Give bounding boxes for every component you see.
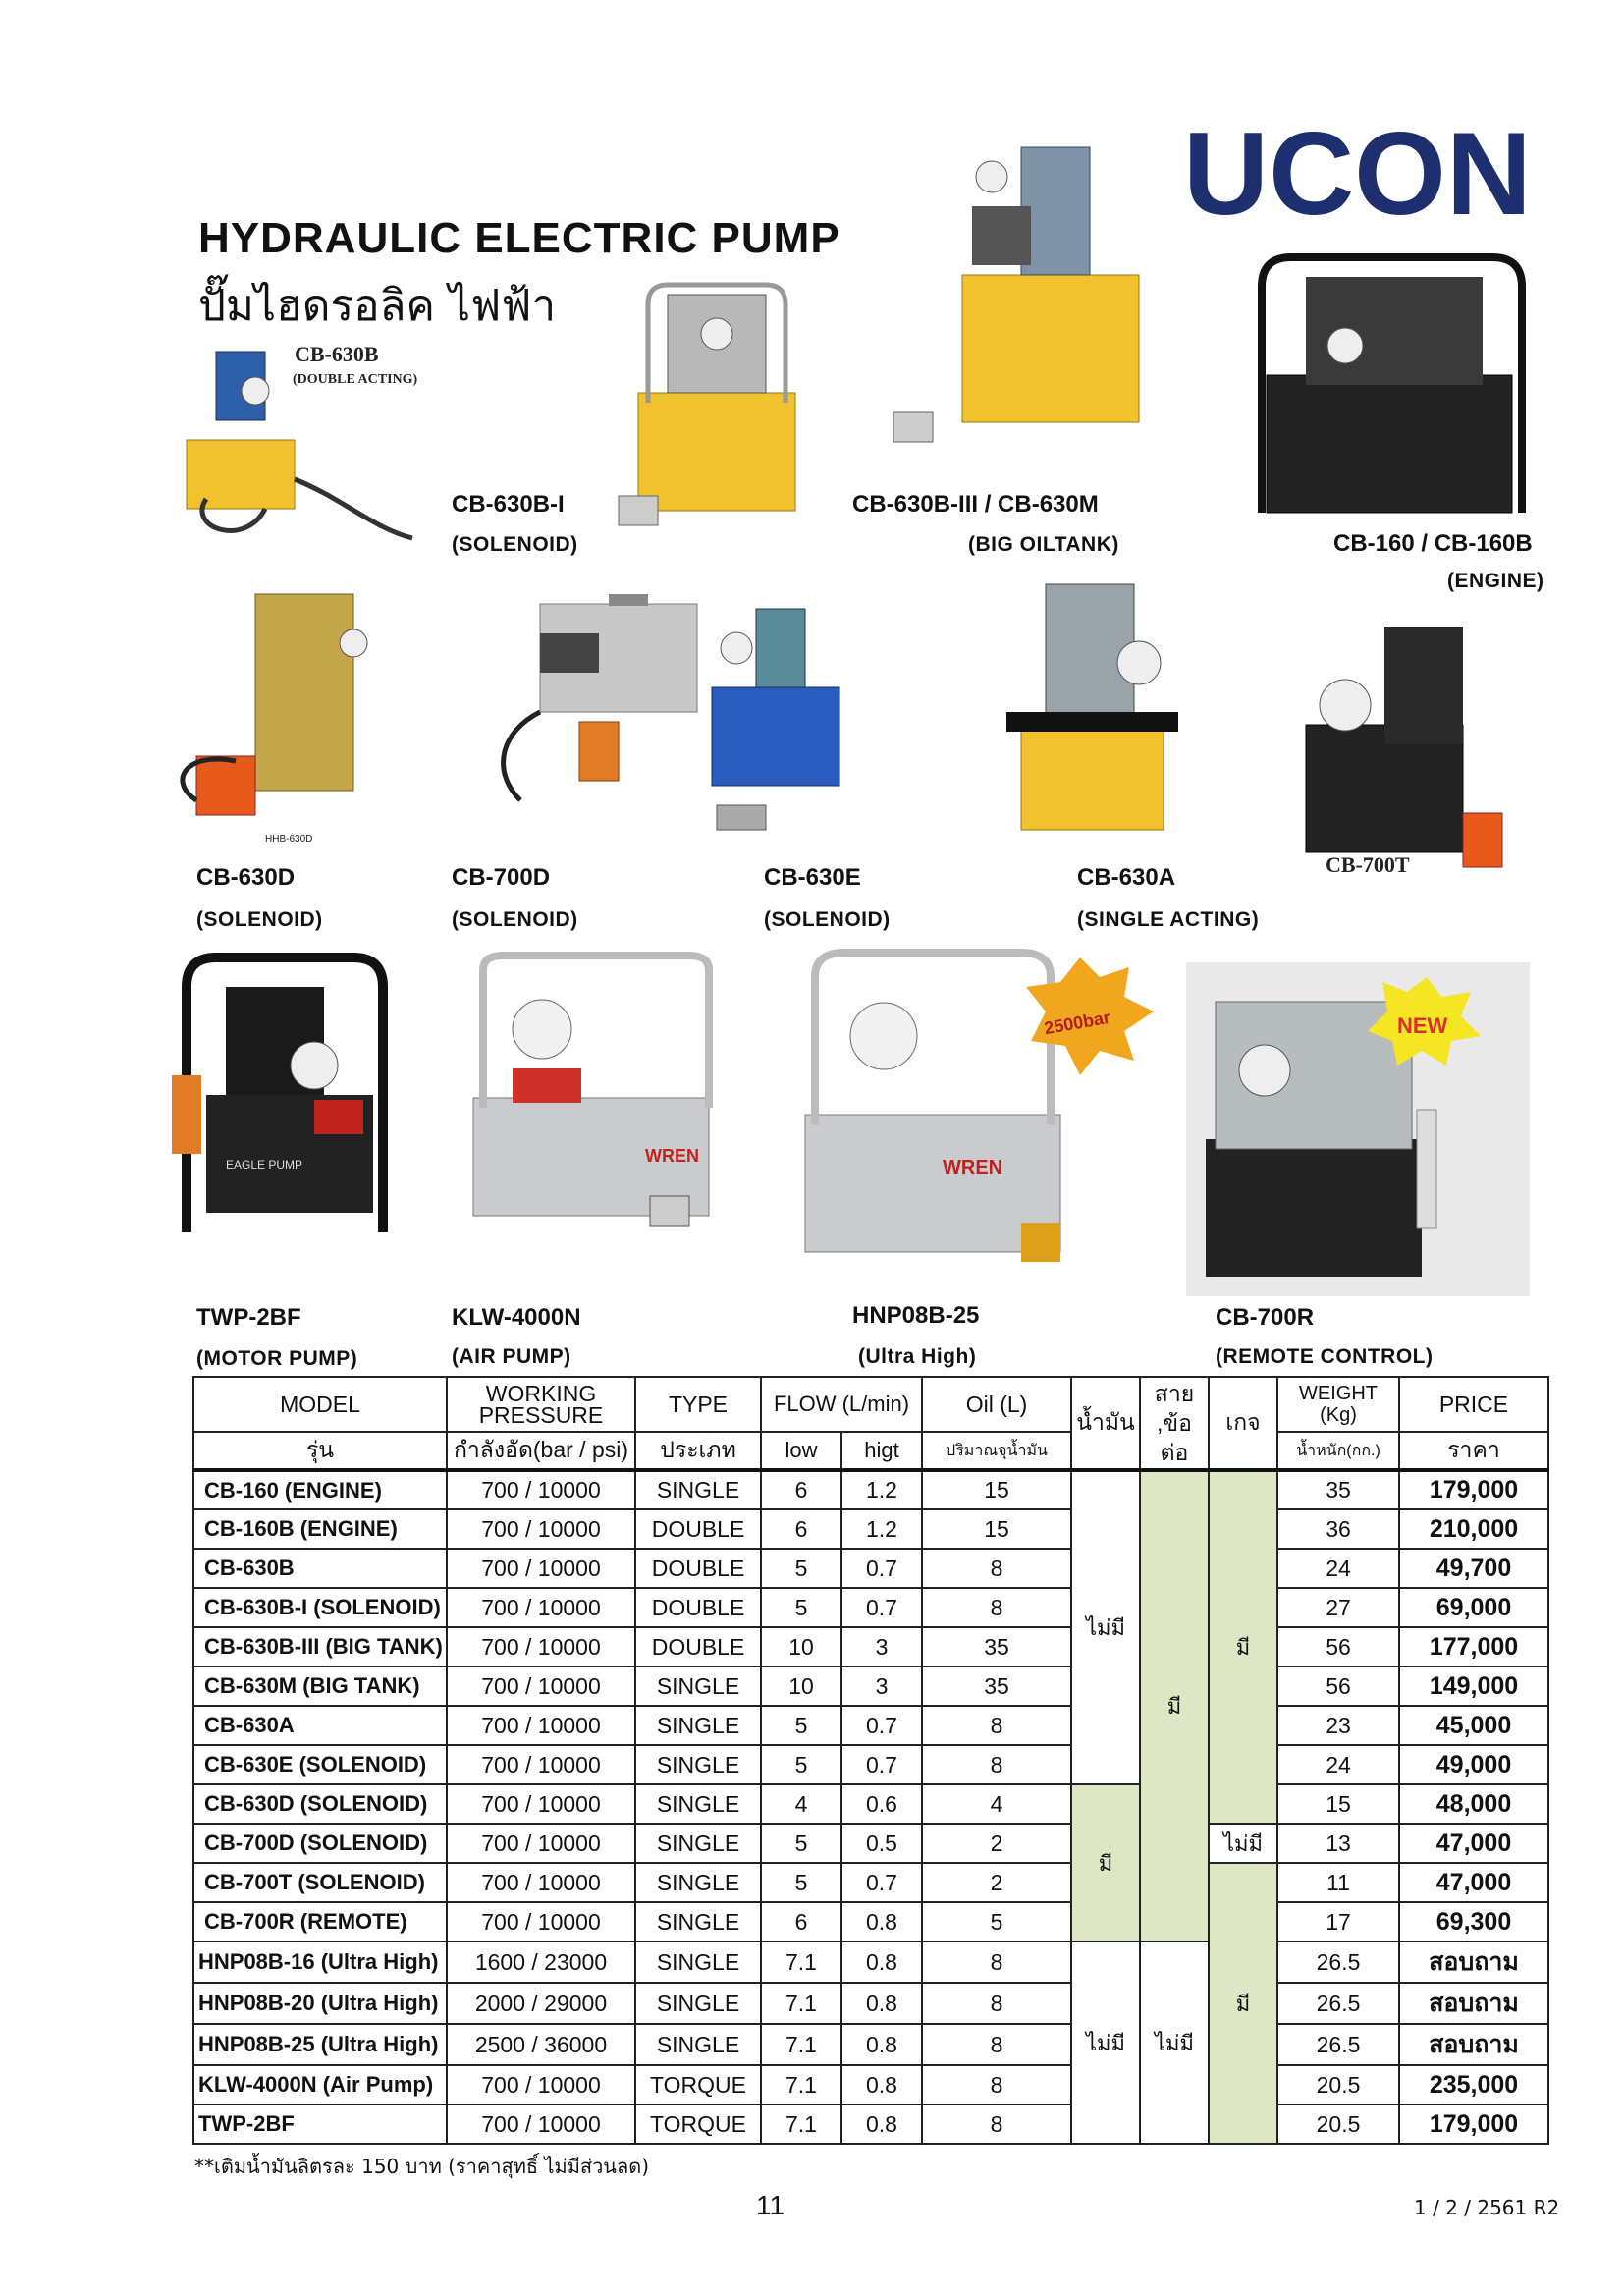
cell-pressure: 700 / 10000 <box>447 2105 635 2144</box>
header-oil-fill: น้ำมัน <box>1071 1377 1140 1470</box>
cell-type: TORQUE <box>635 2105 761 2144</box>
cell-low: 4 <box>761 1784 841 1824</box>
table-row <box>193 1902 1548 1941</box>
cell-price: 235,000 <box>1399 2065 1548 2105</box>
header-type-th: ประเภท <box>635 1432 761 1470</box>
cell-weight: 24 <box>1277 1549 1399 1588</box>
caption-note: (ENGINE) <box>1447 570 1544 592</box>
cell-oil: 15 <box>922 1470 1071 1509</box>
caption-note: (BIG OILTANK) <box>968 533 1119 556</box>
header-model: MODEL <box>193 1377 447 1432</box>
ucon-logo <box>1183 116 1537 234</box>
cell-pressure: 700 / 10000 <box>447 1745 635 1784</box>
cell-oil: 4 <box>922 1784 1071 1824</box>
cell-model: TWP-2BF <box>193 2105 447 2144</box>
cell-price: 47,000 <box>1399 1863 1548 1902</box>
svg-text:2500bar: 2500bar <box>1042 1007 1112 1039</box>
cell-price: 177,000 <box>1399 1627 1548 1667</box>
header-flow-low: low <box>761 1432 841 1470</box>
logo-text: UCON <box>1183 116 1532 234</box>
cell-oil: 8 <box>922 1549 1071 1588</box>
cell-oil: 8 <box>922 1588 1071 1627</box>
header-pressure-th: กำลังอัด(bar / psi) <box>447 1432 635 1470</box>
cell-high: 0.6 <box>841 1784 922 1824</box>
cell-pressure: 700 / 10000 <box>447 1509 635 1549</box>
header-flow: FLOW (L/min) <box>761 1377 922 1432</box>
cell-type: SINGLE <box>635 1902 761 1941</box>
cell-type: DOUBLE <box>635 1509 761 1549</box>
cell-model: CB-630B-I (SOLENOID) <box>193 1588 447 1627</box>
cell-high: 3 <box>841 1667 922 1706</box>
cell-pressure: 700 / 10000 <box>447 1588 635 1627</box>
cell-oil: 8 <box>922 2105 1071 2144</box>
header-weight-th: น้ำหนัก(กก.) <box>1277 1432 1399 1470</box>
table-row <box>193 1470 1548 1509</box>
cell-weight: 23 <box>1277 1706 1399 1745</box>
cell-high: 0.8 <box>841 1983 922 2024</box>
caption-model: CB-700R <box>1216 1304 1315 1331</box>
cell-type: SINGLE <box>635 1941 761 1983</box>
cell-oil: 35 <box>922 1667 1071 1706</box>
cell-type: SINGLE <box>635 1667 761 1706</box>
cell-low: 5 <box>761 1824 841 1863</box>
cell-model: CB-630A <box>193 1706 447 1745</box>
caption-note: (SOLENOID) <box>452 908 578 931</box>
cell-weight: 26.5 <box>1277 1983 1399 2024</box>
cell-low: 5 <box>761 1706 841 1745</box>
cell-pressure: 700 / 10000 <box>447 1863 635 1902</box>
cell-high: 0.8 <box>841 1941 922 1983</box>
cell-price: 179,000 <box>1399 2105 1548 2144</box>
cell-low: 7.1 <box>761 2065 841 2105</box>
cell-price: 179,000 <box>1399 1470 1548 1509</box>
cell-price: 49,700 <box>1399 1549 1548 1588</box>
cell-price: 48,000 <box>1399 1784 1548 1824</box>
cell-type: SINGLE <box>635 1863 761 1902</box>
product-photo-cb-700r <box>1186 962 1530 1296</box>
table-row <box>193 1863 1548 1902</box>
cell-gauge: มี <box>1209 1863 1277 2144</box>
page-title: HYDRAULIC ELECTRIC PUMP <box>198 214 840 262</box>
caption-model: TWP-2BF <box>196 1304 301 1331</box>
cell-pressure: 700 / 10000 <box>447 1706 635 1745</box>
svg-text:(DOUBLE ACTING): (DOUBLE ACTING) <box>293 372 418 387</box>
cell-model: CB-630B-III (BIG TANK) <box>193 1627 447 1667</box>
table-row <box>193 1549 1548 1588</box>
cell-model: CB-630E (SOLENOID) <box>193 1745 447 1784</box>
product-photo-cb-630b-i <box>599 275 825 535</box>
cell-low: 5 <box>761 1549 841 1588</box>
cell-price: 45,000 <box>1399 1706 1548 1745</box>
cell-low: 6 <box>761 1902 841 1941</box>
cell-low: 10 <box>761 1667 841 1706</box>
svg-text:WREN: WREN <box>943 1157 1003 1178</box>
cell-low: 7.1 <box>761 1983 841 2024</box>
cell-low: 7.1 <box>761 2105 841 2144</box>
caption-model: CB-160 / CB-160B <box>1333 530 1533 557</box>
cell-oil: 15 <box>922 1509 1071 1549</box>
cell-oil-fill: ไม่มี <box>1071 1941 1140 2144</box>
caption-note: (REMOTE CONTROL) <box>1216 1345 1434 1368</box>
header-model-th: รุ่น <box>193 1432 447 1470</box>
cell-weight: 24 <box>1277 1745 1399 1784</box>
cell-pressure: 700 / 10000 <box>447 1627 635 1667</box>
svg-text:HHB-630D: HHB-630D <box>265 834 313 845</box>
product-photo-cb-700d <box>481 574 717 820</box>
cell-price: 49,000 <box>1399 1745 1548 1784</box>
header-pressure: WORKING PRESSURE <box>447 1377 635 1432</box>
cell-oil: 8 <box>922 2024 1071 2065</box>
caption-note: (SOLENOID) <box>764 908 891 931</box>
cell-hose: มี <box>1140 1470 1209 1941</box>
cell-pressure: 2000 / 29000 <box>447 1983 635 2024</box>
cell-oil: 8 <box>922 1983 1071 2024</box>
cell-type: SINGLE <box>635 1706 761 1745</box>
cell-type: SINGLE <box>635 1784 761 1824</box>
caption-note: (SOLENOID) <box>452 533 578 556</box>
cell-price: สอบถาม <box>1399 1983 1548 2024</box>
caption-model: CB-630E <box>764 864 861 891</box>
cell-low: 5 <box>761 1588 841 1627</box>
cell-high: 0.8 <box>841 2024 922 2065</box>
header-gauge: เกจ <box>1209 1377 1277 1470</box>
caption-note: (SOLENOID) <box>196 908 323 931</box>
cell-type: SINGLE <box>635 2024 761 2065</box>
cell-high: 0.8 <box>841 2105 922 2144</box>
cell-high: 0.8 <box>841 1902 922 1941</box>
cell-low: 5 <box>761 1863 841 1902</box>
cell-price: 69,300 <box>1399 1902 1548 1941</box>
svg-text:EAGLE PUMP: EAGLE PUMP <box>226 1158 303 1172</box>
cell-weight: 36 <box>1277 1509 1399 1549</box>
header-hose: สาย ,ข้อ ต่อ <box>1140 1377 1209 1470</box>
cell-model: CB-160B (ENGINE) <box>193 1509 447 1549</box>
cell-model: CB-700R (REMOTE) <box>193 1902 447 1941</box>
cell-oil: 2 <box>922 1863 1071 1902</box>
cell-high: 0.7 <box>841 1863 922 1902</box>
cell-hose: ไม่มี <box>1140 1941 1209 2144</box>
cell-model: CB-630M (BIG TANK) <box>193 1667 447 1706</box>
table-row <box>193 1941 1548 1983</box>
caption-model: HNP08B-25 <box>852 1302 980 1329</box>
product-photo-cb-630e <box>697 589 854 840</box>
caption-model: CB-630A <box>1077 864 1176 891</box>
cell-type: DOUBLE <box>635 1627 761 1667</box>
cell-price: 47,000 <box>1399 1824 1548 1863</box>
cell-low: 10 <box>761 1627 841 1667</box>
product-photo-hnp08b-25 <box>785 948 1159 1291</box>
cell-type: SINGLE <box>635 1745 761 1784</box>
table-row <box>193 1667 1548 1706</box>
cell-model: CB-700T (SOLENOID) <box>193 1863 447 1902</box>
page-title-thai: ปั๊มไฮดรอลิค ไฟฟ้า <box>198 281 557 331</box>
price-table <box>192 1376 1549 2145</box>
cell-weight: 20.5 <box>1277 2065 1399 2105</box>
cell-low: 7.1 <box>761 1941 841 1983</box>
svg-text:CB-630B: CB-630B <box>295 342 379 366</box>
cell-weight: 27 <box>1277 1588 1399 1627</box>
cell-pressure: 700 / 10000 <box>447 1784 635 1824</box>
cell-weight: 26.5 <box>1277 2024 1399 2065</box>
svg-text:CB-700T: CB-700T <box>1326 852 1410 877</box>
cell-weight: 26.5 <box>1277 1941 1399 1983</box>
table-row <box>193 1983 1548 2024</box>
caption-model: CB-630B-III / CB-630M <box>852 491 1099 518</box>
cell-oil: 35 <box>922 1627 1071 1667</box>
cell-high: 0.8 <box>841 2065 922 2105</box>
cell-model: CB-630D (SOLENOID) <box>193 1784 447 1824</box>
cell-weight: 35 <box>1277 1470 1399 1509</box>
cell-model: CB-630B <box>193 1549 447 1588</box>
caption-model: CB-630B-I <box>452 491 565 518</box>
cell-pressure: 700 / 10000 <box>447 1470 635 1509</box>
cell-price: 69,000 <box>1399 1588 1548 1627</box>
cell-high: 0.7 <box>841 1588 922 1627</box>
svg-text:NEW: NEW <box>1397 1013 1448 1038</box>
cell-high: 3 <box>841 1627 922 1667</box>
cell-pressure: 700 / 10000 <box>447 1824 635 1863</box>
cell-oil-fill: ไม่มี <box>1071 1470 1140 1784</box>
cell-model: CB-700D (SOLENOID) <box>193 1824 447 1863</box>
cell-model: HNP08B-25 (Ultra High) <box>193 2024 447 2065</box>
cell-type: DOUBLE <box>635 1588 761 1627</box>
table-row <box>193 2024 1548 2065</box>
cell-oil: 5 <box>922 1902 1071 1941</box>
caption-note: (MOTOR PUMP) <box>196 1347 358 1370</box>
cell-weight: 15 <box>1277 1784 1399 1824</box>
cell-low: 6 <box>761 1470 841 1509</box>
cell-type: SINGLE <box>635 1983 761 2024</box>
table-row <box>193 1824 1548 1863</box>
cell-high: 1.2 <box>841 1470 922 1509</box>
product-photo-cb-630b <box>147 332 442 568</box>
cell-gauge: ไม่มี <box>1209 1824 1277 1863</box>
cell-oil: 8 <box>922 2065 1071 2105</box>
cell-weight: 56 <box>1277 1627 1399 1667</box>
cell-oil: 2 <box>922 1824 1071 1863</box>
cell-high: 0.7 <box>841 1549 922 1588</box>
caption-model: CB-700D <box>452 864 551 891</box>
product-photo-cb-160 <box>1247 238 1542 522</box>
cell-model: HNP08B-16 (Ultra High) <box>193 1941 447 1983</box>
cell-pressure: 1600 / 23000 <box>447 1941 635 1983</box>
cell-price: สอบถาม <box>1399 2024 1548 2065</box>
cell-pressure: 700 / 10000 <box>447 1667 635 1706</box>
table-row <box>193 2065 1548 2105</box>
caption-model: KLW-4000N <box>452 1304 581 1331</box>
header-oil-th: ปริมาณจุน้ำมัน <box>922 1432 1071 1470</box>
cell-model: CB-160 (ENGINE) <box>193 1470 447 1509</box>
header-oil: Oil (L) <box>922 1377 1071 1432</box>
caption-note: (Ultra High) <box>858 1345 977 1368</box>
cell-pressure: 2500 / 36000 <box>447 2024 635 2065</box>
table-row <box>193 1588 1548 1627</box>
cell-gauge: มี <box>1209 1470 1277 1824</box>
header-type: TYPE <box>635 1377 761 1432</box>
caption-note: (AIR PUMP) <box>452 1345 571 1368</box>
cell-model: KLW-4000N (Air Pump) <box>193 2065 447 2105</box>
table-row <box>193 1745 1548 1784</box>
table-row <box>193 1784 1548 1824</box>
cell-weight: 56 <box>1277 1667 1399 1706</box>
product-photo-cb-630b-iii <box>884 128 1159 452</box>
caption-model: CB-630D <box>196 864 296 891</box>
product-photo-cb-630d <box>177 584 373 854</box>
cell-type: TORQUE <box>635 2065 761 2105</box>
header-weight: WEIGHT (Kg) <box>1277 1377 1399 1432</box>
footnote: **เติมน้ำมันลิตรละ 150 บาท (ราคาสุทธิ์ ไม่มีส่วนลด) <box>194 2155 650 2178</box>
cell-type: SINGLE <box>635 1470 761 1509</box>
table-row <box>193 1706 1548 1745</box>
cell-high: 0.7 <box>841 1706 922 1745</box>
header-price: PRICE <box>1399 1377 1548 1432</box>
cell-pressure: 700 / 10000 <box>447 1902 635 1941</box>
product-photo-twp-2bf <box>167 948 403 1242</box>
caption-note: (SINGLE ACTING) <box>1077 908 1260 931</box>
cell-price: 210,000 <box>1399 1509 1548 1549</box>
product-photo-cb-700t <box>1276 617 1522 892</box>
cell-oil: 8 <box>922 1941 1071 1983</box>
cell-low: 5 <box>761 1745 841 1784</box>
document-date: 1 / 2 / 2561 R2 <box>1414 2196 1560 2219</box>
product-photo-cb-630a <box>1001 574 1183 849</box>
price-table-body <box>193 1470 1548 2144</box>
header-flow-high: higt <box>841 1432 922 1470</box>
cell-high: 0.7 <box>841 1745 922 1784</box>
cell-pressure: 700 / 10000 <box>447 1549 635 1588</box>
cell-type: SINGLE <box>635 1824 761 1863</box>
cell-low: 7.1 <box>761 2024 841 2065</box>
cell-model: HNP08B-20 (Ultra High) <box>193 1983 447 2024</box>
cell-low: 6 <box>761 1509 841 1549</box>
table-row <box>193 1627 1548 1667</box>
page-number: 11 <box>756 2190 785 2220</box>
product-photo-klw-4000n <box>454 951 738 1245</box>
cell-pressure: 700 / 10000 <box>447 2065 635 2105</box>
cell-high: 0.5 <box>841 1824 922 1863</box>
cell-price: สอบถาม <box>1399 1941 1548 1983</box>
cell-price: 149,000 <box>1399 1667 1548 1706</box>
cell-weight: 13 <box>1277 1824 1399 1863</box>
cell-weight: 17 <box>1277 1902 1399 1941</box>
cell-oil-fill: มี <box>1071 1784 1140 1941</box>
header-price-th: ราคา <box>1399 1432 1548 1470</box>
svg-text:WREN: WREN <box>645 1146 699 1166</box>
cell-type: DOUBLE <box>635 1549 761 1588</box>
cell-weight: 20.5 <box>1277 2105 1399 2144</box>
cell-high: 1.2 <box>841 1509 922 1549</box>
cell-oil: 8 <box>922 1706 1071 1745</box>
cell-oil: 8 <box>922 1745 1071 1784</box>
table-row <box>193 1509 1548 1549</box>
table-row <box>193 2105 1548 2144</box>
cell-weight: 11 <box>1277 1863 1399 1902</box>
